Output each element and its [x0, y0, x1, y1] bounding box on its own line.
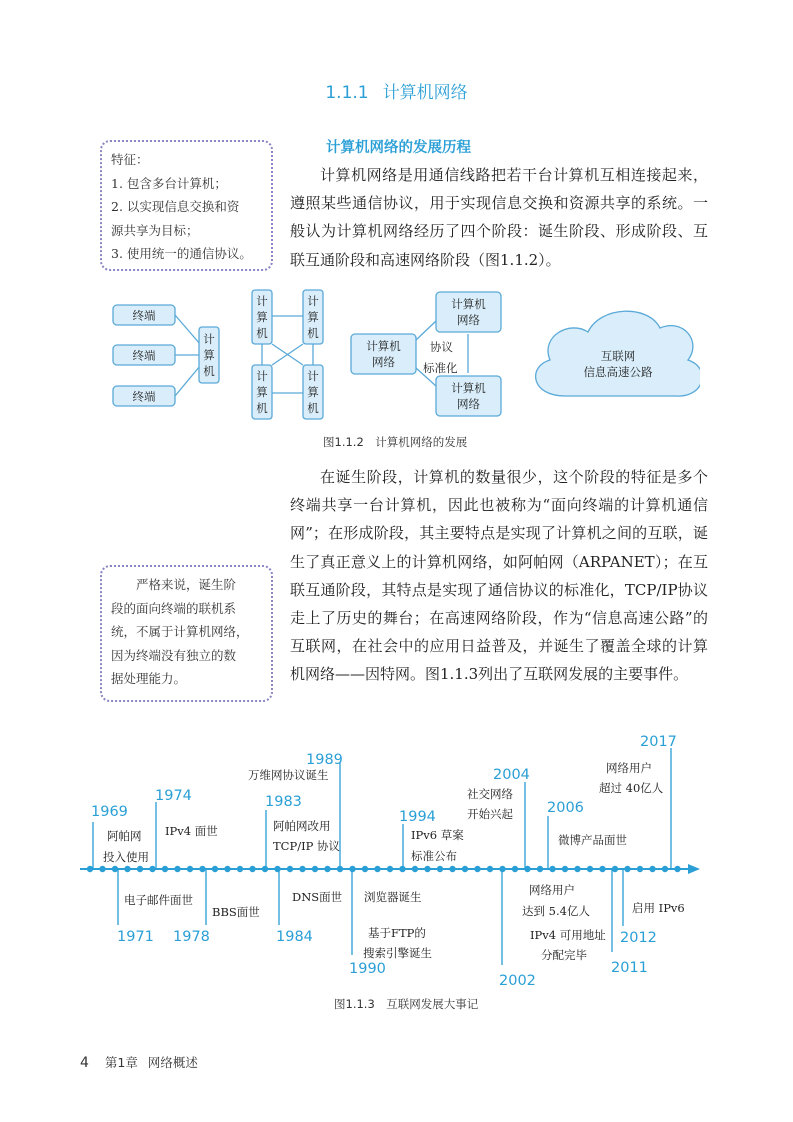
computer-char: 机	[307, 326, 319, 340]
computer-char: 计	[203, 332, 215, 346]
event-text: 万维网协议诞生	[248, 768, 329, 782]
sidenote-line: 2. 以实现信息交换和资	[111, 199, 240, 215]
timeline-dot	[424, 866, 430, 872]
event-text: 开始兴起	[467, 807, 513, 821]
network-label: 计算机	[451, 297, 486, 311]
event-year: 2004	[493, 767, 530, 783]
event-text: 基于FTP的	[368, 926, 426, 940]
timeline-dot	[562, 866, 568, 872]
event-text: 分配完毕	[541, 948, 587, 962]
timeline-dot	[449, 866, 455, 872]
timeline-dot	[674, 866, 680, 872]
timeline-dot	[199, 866, 205, 872]
event-text: 启用 IPv6	[632, 901, 685, 915]
timeline-dot	[662, 866, 668, 872]
timeline-dot	[637, 866, 643, 872]
timeline-dot	[87, 866, 93, 872]
timeline-event-2012	[620, 869, 685, 946]
event-text: TCP/IP 协议	[273, 839, 341, 853]
event-text: 阿帕网	[107, 829, 142, 843]
paragraph-stages	[290, 463, 708, 689]
subsection-title: 计算机网络的发展历程	[326, 140, 471, 156]
event-year: 1989	[306, 752, 343, 768]
event-year: 1974	[155, 788, 192, 804]
paragraph-text: 计算机网络是用通信线路把若干台计算机互相连接起来，遵照某些通信协议，用于实现信息交换和资源共享的系统。一般认为计算机网络经历了四个阶段：诞生阶段、形成阶段、互联互通阶段和高速网络阶段（图1.1.2）。	[290, 166, 708, 269]
event-text: 投入使用	[103, 850, 149, 864]
timeline-dot	[549, 866, 555, 872]
computer-char: 计	[307, 294, 319, 308]
computer-char: 计	[256, 369, 268, 383]
timeline-dot	[224, 866, 230, 872]
sidenote-line: 源共享为目标；	[111, 222, 199, 238]
timeline-dot	[249, 866, 255, 872]
sidenote-line: 1. 包含多台计算机；	[111, 175, 227, 191]
timeline-dot	[374, 866, 380, 872]
page-number: 4	[80, 1055, 89, 1071]
cloud-label: 互联网	[600, 349, 636, 363]
timeline-event-1984	[276, 869, 343, 945]
section-number: 1.1.1	[325, 83, 369, 103]
timeline-dot	[299, 866, 305, 872]
timeline-dot	[262, 866, 268, 872]
timeline-event-1990	[349, 869, 432, 977]
network-label: 网络	[372, 355, 395, 369]
timeline-dot	[474, 866, 480, 872]
timeline-dot	[649, 866, 655, 872]
sidenote-line: 段的面向终端的联机系	[111, 600, 237, 616]
event-year: 1971	[117, 929, 154, 945]
event-text: 微博产品面世	[558, 833, 627, 847]
event-text: 阿帕网改用	[273, 819, 331, 833]
event-text: BBS面世	[212, 905, 260, 919]
timeline-dot	[437, 866, 443, 872]
event-text: 超过 40亿人	[599, 781, 664, 795]
event-year: 1978	[173, 929, 210, 945]
timeline-event-1978	[173, 869, 260, 945]
terminal-label: 终端	[132, 389, 156, 404]
event-year: 1990	[349, 961, 386, 977]
event-text: 搜索引擎诞生	[363, 946, 432, 960]
sidenote-line: 据处理能力。	[111, 671, 187, 687]
timeline-dot	[187, 866, 193, 872]
computer-char: 计	[307, 369, 319, 383]
event-text: 社交网络	[467, 787, 513, 801]
network-label: 网络	[457, 397, 480, 411]
timeline-event-2017	[599, 734, 677, 869]
timeline-dot	[149, 866, 155, 872]
event-text: IPv4 可用地址	[530, 928, 606, 942]
event-year: 1984	[276, 929, 313, 945]
network-label: 网络	[457, 313, 480, 327]
stage-computer-mesh	[252, 290, 323, 419]
computer-char: 机	[256, 401, 268, 415]
timeline-dot	[287, 866, 293, 872]
timeline-dot	[612, 866, 618, 872]
event-text: 电子邮件面世	[124, 893, 193, 907]
computer-char: 算	[256, 385, 268, 399]
stage-network-protocol	[351, 292, 501, 416]
timeline-dot	[624, 866, 630, 872]
chapter-label: 第1章	[104, 1055, 138, 1070]
event-text: 网络用户	[606, 761, 652, 775]
chapter-title: 网络概述	[147, 1055, 198, 1070]
cloud-label: 信息高速公路	[583, 365, 653, 379]
terminal-label: 终端	[132, 348, 156, 363]
event-year: 1983	[265, 794, 302, 810]
computer-char: 机	[203, 364, 215, 378]
figure-caption: 图1.1.3 互联网发展大事记	[334, 997, 479, 1011]
event-text: 达到 5.4亿人	[522, 904, 590, 918]
computer-char: 算	[307, 385, 319, 399]
timeline-event-1969	[91, 804, 149, 869]
timeline-dot	[574, 866, 580, 872]
section-title: 计算机网络	[382, 83, 468, 103]
timeline-event-1994	[399, 809, 464, 869]
timeline-dot	[387, 866, 393, 872]
timeline-dot	[324, 866, 330, 872]
computer-char: 算	[307, 310, 319, 324]
timeline-dot	[412, 866, 418, 872]
timeline-event-1983	[265, 794, 341, 869]
paragraph-intro	[290, 161, 708, 274]
sidenote-line: 严格来说，诞生阶	[136, 577, 237, 592]
timeline-dot	[312, 866, 318, 872]
network-label: 计算机	[451, 381, 486, 395]
event-text: 标准公布	[411, 849, 457, 863]
computer-char: 计	[256, 294, 268, 308]
timeline-dot	[487, 866, 493, 872]
stage-terminal-computer	[113, 305, 219, 406]
timeline-dot	[212, 866, 218, 872]
event-year: 2011	[611, 960, 648, 976]
event-text: 网络用户	[529, 883, 575, 897]
computer-char: 算	[203, 348, 215, 362]
computer-char: 机	[256, 326, 268, 340]
timeline-event-2006	[547, 800, 627, 869]
computer-char: 机	[307, 401, 319, 415]
protocol-label: 协议	[430, 340, 453, 354]
computer-char: 算	[256, 310, 268, 324]
event-year: 2017	[640, 734, 677, 750]
event-text: IPv4 面世	[165, 824, 218, 838]
timeline-event-1974	[155, 788, 218, 869]
timeline-dot	[237, 866, 243, 872]
event-year: 2006	[547, 800, 584, 816]
protocol-label: 标准化	[423, 361, 458, 375]
stage-internet-cloud	[536, 311, 700, 396]
timeline-dot	[174, 866, 180, 872]
timeline-event-2004	[467, 767, 530, 869]
sidenote-line: 统，不属于计算机网络，	[111, 624, 249, 640]
timeline-dot	[162, 866, 168, 872]
terminal-label: 终端	[132, 308, 156, 323]
timeline-dot	[124, 866, 130, 872]
page-footer	[80, 1053, 208, 1071]
section-heading	[0, 78, 793, 103]
sidenote-strictly-speaking	[100, 565, 273, 702]
event-text: DNS面世	[292, 890, 343, 904]
event-year: 1969	[91, 804, 128, 820]
event-year: 1994	[399, 809, 436, 825]
timeline-dot	[587, 866, 593, 872]
timeline-dot	[537, 866, 543, 872]
timeline-dot	[137, 866, 143, 872]
paragraph-text: 在诞生阶段，计算机的数量很少，这个阶段的特征是多个终端共享一台计算机，因此也被称为“面向终端的计算机通信网”；在形成阶段，其主要特点是实现了计算机之间的互联，诞生了真正意义上的计算机网络，如阿帕网（ARPANET）；在互联互通阶段，其特点是实现了通信协议的标准化，TCP/IP协议走上了历史的舞台；在高速网络阶段，作为“信息高速公路”的互联网，在社会中的应用日益普及，并诞生了覆盖全球的计算机网络——因特网。图1.1.3列出了互联网发展的主要事件。	[290, 468, 708, 684]
sidenote-line: 因为终端没有独立的数	[111, 647, 237, 663]
arrow-right-icon	[688, 864, 700, 874]
sidenote-line: 3. 使用统一的通信协议。	[111, 246, 252, 262]
timeline-dot	[274, 866, 280, 872]
event-text: IPv6 草案	[411, 828, 464, 842]
figure-network-development	[100, 284, 700, 430]
event-year: 2012	[620, 930, 657, 946]
timeline-dot	[512, 866, 518, 872]
figure-internet-timeline	[0, 730, 793, 1000]
timeline-dot	[99, 866, 105, 872]
sidenote-features	[100, 140, 273, 271]
timeline-dot	[112, 866, 118, 872]
figure-caption: 图1.1.2 计算机网络的发展	[323, 435, 468, 449]
event-year: 2002	[499, 973, 536, 989]
event-text: 浏览器诞生	[364, 890, 422, 904]
timeline-dot	[599, 866, 605, 872]
sidenote-line: 特征：	[111, 152, 149, 167]
timeline-dot	[462, 866, 468, 872]
timeline-dot	[362, 866, 368, 872]
network-label: 计算机	[366, 339, 401, 353]
